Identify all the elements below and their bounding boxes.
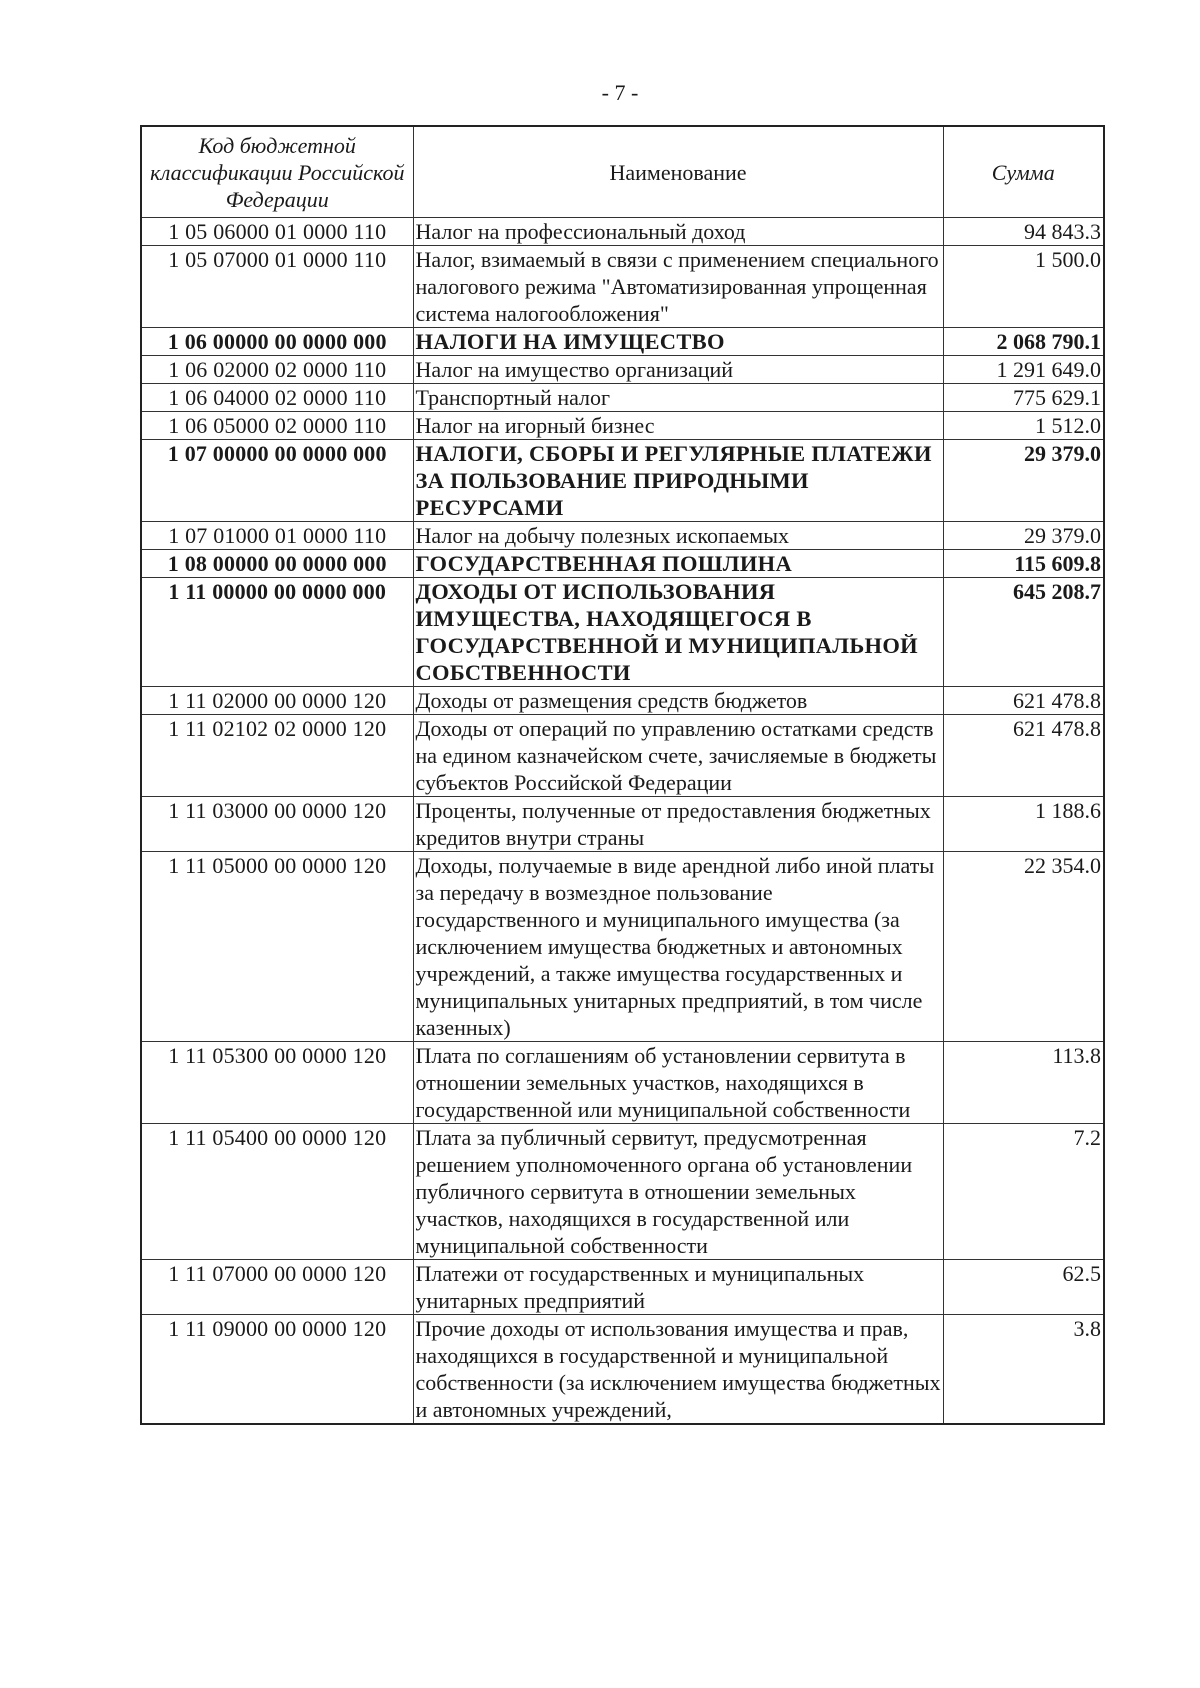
row-name: Проценты, полученные от предоставления бюджетных кредитов внутри страны — [413, 797, 943, 852]
row-sum: 775 629.1 — [943, 384, 1104, 412]
row-code: 1 11 03000 00 0000 120 — [141, 797, 413, 852]
row-sum: 113.8 — [943, 1042, 1104, 1124]
row-sum: 1 188.6 — [943, 797, 1104, 852]
table-header-row — [141, 126, 1104, 218]
row-code: 1 07 01000 01 0000 110 — [141, 522, 413, 550]
table-row — [141, 246, 1104, 328]
row-code: 1 06 04000 02 0000 110 — [141, 384, 413, 412]
table-row — [141, 1260, 1104, 1315]
row-sum: 29 379.0 — [943, 440, 1104, 522]
row-code: 1 06 02000 02 0000 110 — [141, 356, 413, 384]
row-sum: 115 609.8 — [943, 550, 1104, 578]
row-name: Доходы от размещения средств бюджетов — [413, 687, 943, 715]
row-name: Прочие доходы от использования имущества и прав, находящихся в государственной и муниципальной собственности (за исключением имущества бюджетных и автономных учреждений, — [413, 1315, 943, 1425]
row-sum: 3.8 — [943, 1315, 1104, 1425]
row-code: 1 11 02000 00 0000 120 — [141, 687, 413, 715]
row-sum: 1 500.0 — [943, 246, 1104, 328]
row-name: ДОХОДЫ ОТ ИСПОЛЬЗОВАНИЯ ИМУЩЕСТВА, НАХОДЯЩЕГОСЯ В ГОСУДАРСТВЕННОЙ И МУНИЦИПАЛЬНОЙ СОБСТВЕННОСТИ — [413, 578, 943, 687]
row-code: 1 08 00000 00 0000 000 — [141, 550, 413, 578]
table-row — [141, 328, 1104, 356]
row-name: Плата по соглашениям об установлении сервитута в отношении земельных участков, находящихся в государственной или муниципальной собственности — [413, 1042, 943, 1124]
row-code: 1 11 07000 00 0000 120 — [141, 1260, 413, 1315]
row-name: Налог на игорный бизнес — [413, 412, 943, 440]
row-code: 1 11 05300 00 0000 120 — [141, 1042, 413, 1124]
row-sum: 621 478.8 — [943, 715, 1104, 797]
row-name: НАЛОГИ НА ИМУЩЕСТВО — [413, 328, 943, 356]
table-row — [141, 578, 1104, 687]
row-sum: 62.5 — [943, 1260, 1104, 1315]
row-code: 1 06 05000 02 0000 110 — [141, 412, 413, 440]
row-name: Плата за публичный сервитут, предусмотренная решением уполномоченного органа об установлении публичного сервитута в отношении земельных участков, находящихся в государственной или муниципальной собственности — [413, 1124, 943, 1260]
page-number: - 7 - — [601, 80, 639, 105]
row-name: Налог на имущество организаций — [413, 356, 943, 384]
table-row — [141, 440, 1104, 522]
table-row — [141, 412, 1104, 440]
budget-revenue-table — [140, 125, 1105, 1425]
row-name: Доходы, получаемые в виде арендной либо иной платы за передачу в возмездное пользование государственного и муниципального имущества (за исключением имущества бюджетных и автономных учреждений, а также имущества государственных и муниципальных унитарных предприятий, в том числе казенных) — [413, 852, 943, 1042]
table-row — [141, 522, 1104, 550]
row-sum: 29 379.0 — [943, 522, 1104, 550]
row-code: 1 11 05400 00 0000 120 — [141, 1124, 413, 1260]
row-code: 1 05 06000 01 0000 110 — [141, 218, 413, 246]
row-code: 1 05 07000 01 0000 110 — [141, 246, 413, 328]
row-name: Доходы от операций по управлению остатками средств на едином казначейском счете, зачисляемые в бюджеты субъектов Российской Федерации — [413, 715, 943, 797]
row-code: 1 11 05000 00 0000 120 — [141, 852, 413, 1042]
row-name: Налог, взимаемый в связи с применением специального налогового режима "Автоматизированная упрощенная система налогообложения" — [413, 246, 943, 328]
table-row — [141, 550, 1104, 578]
row-sum: 645 208.7 — [943, 578, 1104, 687]
row-code: 1 11 00000 00 0000 000 — [141, 578, 413, 687]
row-code: 1 11 09000 00 0000 120 — [141, 1315, 413, 1425]
row-sum: 22 354.0 — [943, 852, 1104, 1042]
row-name: Налог на профессиональный доход — [413, 218, 943, 246]
row-name: Транспортный налог — [413, 384, 943, 412]
row-name: Налог на добычу полезных ископаемых — [413, 522, 943, 550]
row-code: 1 07 00000 00 0000 000 — [141, 440, 413, 522]
table-row — [141, 1042, 1104, 1124]
table-row — [141, 715, 1104, 797]
table-row — [141, 218, 1104, 246]
row-code: 1 11 02102 02 0000 120 — [141, 715, 413, 797]
row-sum: 1 291 649.0 — [943, 356, 1104, 384]
row-sum: 621 478.8 — [943, 687, 1104, 715]
header-name: Наименование — [413, 126, 943, 218]
header-sum: Сумма — [943, 126, 1104, 218]
table-row — [141, 384, 1104, 412]
row-name: ГОСУДАРСТВЕННАЯ ПОШЛИНА — [413, 550, 943, 578]
table-body — [141, 218, 1104, 1425]
row-name: НАЛОГИ, СБОРЫ И РЕГУЛЯРНЫЕ ПЛАТЕЖИ ЗА ПОЛЬЗОВАНИЕ ПРИРОДНЫМИ РЕСУРСАМИ — [413, 440, 943, 522]
table-row — [141, 1124, 1104, 1260]
table-row — [141, 852, 1104, 1042]
table-row — [141, 797, 1104, 852]
header-code: Код бюджетной классификации Российской Федерации — [141, 126, 413, 218]
row-sum: 7.2 — [943, 1124, 1104, 1260]
row-sum: 94 843.3 — [943, 218, 1104, 246]
row-sum: 1 512.0 — [943, 412, 1104, 440]
row-code: 1 06 00000 00 0000 000 — [141, 328, 413, 356]
row-name: Платежи от государственных и муниципальных унитарных предприятий — [413, 1260, 943, 1315]
row-sum: 2 068 790.1 — [943, 328, 1104, 356]
table-row — [141, 687, 1104, 715]
table-row — [141, 356, 1104, 384]
table-row — [141, 1315, 1104, 1425]
